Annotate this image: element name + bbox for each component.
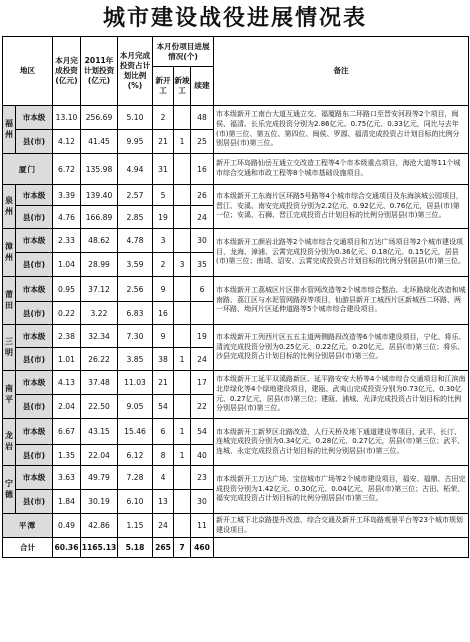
header-pct: 本月完成投资占计划比例(%) — [118, 37, 153, 106]
cell-cont: 30 — [191, 229, 214, 253]
region-cell: 宁德 — [3, 466, 16, 514]
cell-plan: 43.15 — [81, 419, 118, 445]
table-row — [3, 419, 469, 445]
cell-done — [174, 395, 191, 419]
total-cont: 460 — [191, 538, 214, 558]
cell-new: 4 — [153, 466, 174, 490]
cell-done — [174, 154, 191, 185]
region-cell: 泉州 — [3, 185, 16, 229]
cell-cont: 40 — [191, 445, 214, 466]
cell-new: 13 — [153, 490, 174, 514]
cell-new: 8 — [153, 445, 174, 466]
cell-invest: 0.95 — [53, 277, 81, 302]
cell-plan: 49.79 — [81, 466, 118, 490]
cell-done: 1 — [174, 348, 191, 371]
cell-done — [174, 325, 191, 348]
sub-region-cell: 县(市) — [16, 253, 53, 277]
cell-pct: 3.59 — [118, 253, 153, 277]
sub-region-cell: 市本级 — [16, 229, 53, 253]
cell-plan: 28.99 — [81, 253, 118, 277]
cell-new: 5 — [153, 185, 174, 206]
total-remarks — [214, 538, 469, 558]
cell-done — [174, 206, 191, 229]
progress-table — [2, 36, 469, 558]
cell-invest: 1.35 — [53, 445, 81, 466]
cell-pct: 4.94 — [118, 154, 153, 185]
cell-pct: 6.12 — [118, 445, 153, 466]
cell-plan: 32.34 — [81, 325, 118, 348]
cell-invest: 1.04 — [53, 253, 81, 277]
header-remarks: 备注 — [214, 37, 469, 106]
cell-plan: 37.12 — [81, 277, 118, 302]
cell-pct: 3.85 — [118, 348, 153, 371]
header-invest-month: 本月完成投资(亿元) — [53, 37, 81, 106]
cell-pct: 15.46 — [118, 419, 153, 445]
header-new-start: 新开工 — [153, 67, 174, 106]
remarks-cell: 市本级新开工新罗区北路改造，人行天桥及地下通道建设等项目，武平、长汀、连城完成投资分别为0.34亿元、0.28亿元、0.27亿元，居县(市)第三位；武平、连城、永定完成投资占计划目标的比例分别居县(市)第三位。 — [214, 419, 469, 466]
table-row — [3, 229, 469, 253]
region-cell: 厦门 — [3, 154, 53, 185]
cell-new: 21 — [153, 130, 174, 154]
cell-done — [174, 302, 191, 325]
cell-new: 2 — [153, 106, 174, 130]
region-cell: 漳州 — [3, 229, 16, 277]
cell-done — [174, 371, 191, 395]
cell-cont: 35 — [191, 253, 214, 277]
cell-plan: 41.45 — [81, 130, 118, 154]
remarks-cell: 市本级新开工颜岩北路等2个城市综合交通项目和万达广场项目等2个城市建设项目，龙海、漳浦、云霄完成投资分别为0.36亿元、0.18亿元、0.15亿元，居县(市)第三位；南靖、诏安、云霄完成投资占计划目标的比例分别居县(市)第三位。 — [214, 229, 469, 277]
cell-cont: 48 — [191, 106, 214, 130]
cell-done — [174, 490, 191, 514]
cell-invest: 4.13 — [53, 371, 81, 395]
sub-region-cell: 县(市) — [16, 302, 53, 325]
cell-plan: 22.50 — [81, 395, 118, 419]
region-cell: 莆田 — [3, 277, 16, 325]
region-cell: 福州 — [3, 106, 16, 154]
cell-cont: 11 — [191, 514, 214, 538]
cell-pct: 11.03 — [118, 371, 153, 395]
cell-invest: 2.33 — [53, 229, 81, 253]
cell-new: 19 — [153, 206, 174, 229]
cell-pct: 6.10 — [118, 490, 153, 514]
remarks-cell: 新开工城下北京路提升改造、综合交通及新开工环岛路观景平台等23个城市规划建设项目。 — [214, 514, 469, 538]
cell-cont: 30 — [191, 490, 214, 514]
table-row — [3, 371, 469, 395]
cell-invest: 6.67 — [53, 419, 81, 445]
total-new: 265 — [153, 538, 174, 558]
cell-done: 1 — [174, 445, 191, 466]
cell-done: 1 — [174, 130, 191, 154]
cell-invest: 3.39 — [53, 185, 81, 206]
cell-invest: 4.12 — [53, 130, 81, 154]
sub-region-cell: 县(市) — [16, 348, 53, 371]
region-cell: 平潭 — [3, 514, 53, 538]
sub-region-cell: 市本级 — [16, 371, 53, 395]
cell-new: 54 — [153, 395, 174, 419]
cell-pct: 2.57 — [118, 185, 153, 206]
header-completed: 新竣工 — [174, 67, 191, 106]
region-cell: 三明 — [3, 325, 16, 371]
sub-region-cell: 市本级 — [16, 277, 53, 302]
sub-region-cell: 县(市) — [16, 395, 53, 419]
cell-new: 9 — [153, 277, 174, 302]
cell-plan: 48.62 — [81, 229, 118, 253]
sub-region-cell: 市本级 — [16, 106, 53, 130]
table-row — [3, 154, 469, 185]
cell-plan: 37.48 — [81, 371, 118, 395]
remarks-cell: 市本级新开工荔城区片区排水管网改造等2个城市综合整治、北环路绿化改造和城南路、荔江区与水泥管网路段等项目，仙游县新开工城西片区新城西二环路、两一环路、坳河片区延伸道路等5个城市综合建设项目。 — [214, 277, 469, 325]
cell-done — [174, 466, 191, 490]
cell-cont: 6 — [191, 277, 214, 302]
sub-region-cell: 市本级 — [16, 419, 53, 445]
cell-pct: 2.85 — [118, 206, 153, 229]
table-row — [3, 514, 469, 538]
cell-invest: 13.10 — [53, 106, 81, 130]
cell-done — [174, 106, 191, 130]
cell-invest: 2.38 — [53, 325, 81, 348]
cell-new: 3 — [153, 229, 174, 253]
sub-region-cell: 市本级 — [16, 466, 53, 490]
table-row — [3, 325, 469, 348]
cell-new: 21 — [153, 371, 174, 395]
table-row — [3, 185, 469, 206]
cell-new: 2 — [153, 253, 174, 277]
cell-cont: 16 — [191, 154, 214, 185]
remarks-cell: 新开工环岛路仙岳互通立交改造工程等4个市本级重点项目，海沧大道等11个城市综合交通和市政工程等8个城市基础设施项目。 — [214, 154, 469, 185]
cell-pct: 9.05 — [118, 395, 153, 419]
cell-plan: 3.22 — [81, 302, 118, 325]
table-row — [3, 277, 469, 302]
cell-cont: 23 — [191, 466, 214, 490]
cell-pct: 5.10 — [118, 106, 153, 130]
cell-plan: 139.40 — [81, 185, 118, 206]
cell-pct: 6.83 — [118, 302, 153, 325]
cell-cont: 24 — [191, 348, 214, 371]
total-plan: 1165.13 — [81, 538, 118, 558]
cell-pct: 9.95 — [118, 130, 153, 154]
cell-invest: 1.84 — [53, 490, 81, 514]
remarks-cell: 市本级新开工列西片区五五主道两侧路段改造等6个城市建设项目，宁化、将乐、清流完成投资分别为0.25亿元、0.22亿元、0.20亿元，居县(市)第三位；将乐、沙县完成投资占计划目标的比例分别居县(市)第三位。 — [214, 325, 469, 371]
cell-done — [174, 229, 191, 253]
total-done: 7 — [174, 538, 191, 558]
cell-plan: 26.22 — [81, 348, 118, 371]
cell-pct: 1.15 — [118, 514, 153, 538]
cell-plan: 22.04 — [81, 445, 118, 466]
cell-invest: 6.72 — [53, 154, 81, 185]
table-row — [3, 106, 469, 130]
cell-cont: 54 — [191, 419, 214, 445]
remarks-cell: 市本级新开工南台大道互通立交、福厦路东二环路口至晋安河段等2个项目，闽侯、福清、长乐完成投资分别为2.86亿元、0.75亿元、0.33亿元，同比与去年(市)第三位、第五位、第四位、闽侯、罗源、福清完成投资占计划目标的比例分别居县(市)第三位。 — [214, 106, 469, 154]
total-label: 合计 — [3, 538, 53, 558]
remarks-cell: 市本级新开工万达广场、宝信城市广场等2个城市建设项目，福安、福鼎、古田完成投资分别为1.42亿元、0.30亿元、0.04亿元，居县(市)第三位；古田、柘荣、福安完成投资占计划目标的比例分别居县(市)第三位。 — [214, 466, 469, 514]
cell-pct: 7.28 — [118, 466, 153, 490]
cell-plan: 166.89 — [81, 206, 118, 229]
cell-plan: 135.98 — [81, 154, 118, 185]
cell-invest: 3.63 — [53, 466, 81, 490]
cell-invest: 0.22 — [53, 302, 81, 325]
cell-new: 9 — [153, 325, 174, 348]
region-cell: 南平 — [3, 371, 16, 419]
total-pct: 5.18 — [118, 538, 153, 558]
cell-pct: 4.78 — [118, 229, 153, 253]
cell-new: 31 — [153, 154, 174, 185]
cell-cont: 17 — [191, 371, 214, 395]
cell-cont — [191, 302, 214, 325]
remarks-cell: 市本级新开工东海片区环路5号路等4个城市综合交通项目及东海滨城公园项目，晋江、安溪、南安完成投资分别为2.2亿元、0.92亿元、0.76亿元，居县(市)第一位；安溪、石狮、晋江完成投资占计划目标的比例分别居县(市)第三位。 — [214, 185, 469, 229]
total-row — [3, 538, 469, 558]
cell-done — [174, 514, 191, 538]
header-continue: 续建 — [191, 67, 214, 106]
page-title: 城市建设战役进展情况表 — [102, 5, 367, 31]
header-project-group: 本月份项目进展情况(个) — [153, 37, 214, 67]
cell-plan: 30.19 — [81, 490, 118, 514]
cell-invest: 4.76 — [53, 206, 81, 229]
cell-cont: 19 — [191, 325, 214, 348]
cell-new: 38 — [153, 348, 174, 371]
cell-invest: 1.01 — [53, 348, 81, 371]
cell-cont: 22 — [191, 395, 214, 419]
cell-pct: 7.30 — [118, 325, 153, 348]
cell-plan: 256.69 — [81, 106, 118, 130]
sub-region-cell: 县(市) — [16, 445, 53, 466]
sub-region-cell: 县(市) — [16, 490, 53, 514]
header-region: 地区 — [3, 37, 53, 106]
cell-cont: 24 — [191, 206, 214, 229]
cell-new: 16 — [153, 302, 174, 325]
header-plan-2011: 2011年计划投资(亿元) — [81, 37, 118, 106]
sub-region-cell: 市本级 — [16, 185, 53, 206]
cell-new: 24 — [153, 514, 174, 538]
cell-invest: 2.04 — [53, 395, 81, 419]
cell-new: 6 — [153, 419, 174, 445]
cell-pct: 2.56 — [118, 277, 153, 302]
total-invest: 60.36 — [53, 538, 81, 558]
cell-done — [174, 185, 191, 206]
remarks-cell: 市本级新开工延平双溪路新区、延平路安安大桥等4个城市综合交通项目和江滨南北岸绿化等4个绿地建设项目，建瓯、武夷山完成投资分别为0.73亿元、0.30亿元、0.27亿元，居县(市)第三位；建瓯、浦城、光泽完成投资占计划目标的比例分别居县(市)第三位。 — [214, 371, 469, 419]
cell-done — [174, 277, 191, 302]
table-body — [3, 106, 469, 558]
sub-region-cell: 市本级 — [16, 325, 53, 348]
cell-done: 1 — [174, 419, 191, 445]
sub-region-cell: 县(市) — [16, 130, 53, 154]
cell-cont: 26 — [191, 185, 214, 206]
cell-plan: 42.86 — [81, 514, 118, 538]
cell-invest: 0.49 — [53, 514, 81, 538]
sub-region-cell: 县(市) — [16, 206, 53, 229]
cell-cont: 25 — [191, 130, 214, 154]
table-row — [3, 466, 469, 490]
cell-done: 3 — [174, 253, 191, 277]
region-cell: 龙岩 — [3, 419, 16, 466]
